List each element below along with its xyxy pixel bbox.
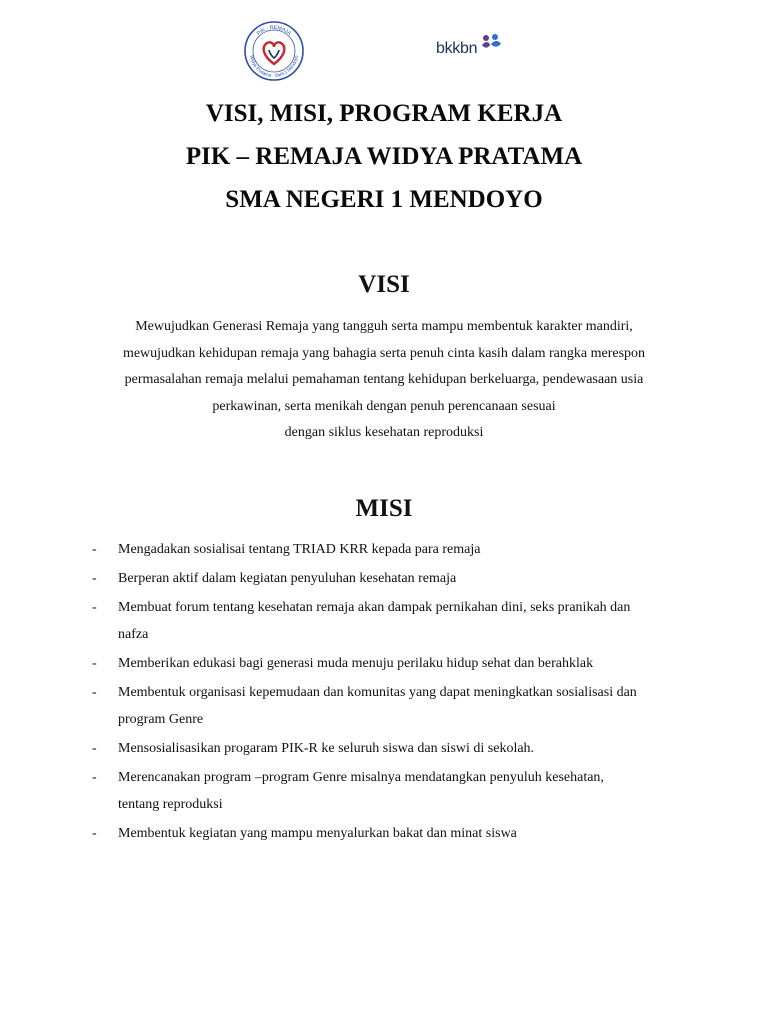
- misi-item: [92, 536, 692, 563]
- visi-line: mewujudkan kehidupan remaja yang bahagia serta penuh cinta kasih dalam rangka merespon: [122, 345, 646, 361]
- bkkbn-logo: [436, 34, 504, 64]
- misi-item: [92, 820, 692, 847]
- bkkbn-people-icon: [478, 33, 504, 55]
- misi-item: [92, 565, 692, 592]
- visi-line: perkawinan, serta menikah dengan penuh perencanaan sesuai: [212, 398, 556, 414]
- header-logos: [0, 0, 768, 90]
- bullet-dash: -: [92, 826, 97, 841]
- bullet-dash: -: [92, 656, 97, 671]
- misi-item-text: Membentuk organisasi kepemudaan dan komunitas yang dapat meningkatkan sosialisasi dan: [118, 685, 637, 700]
- misi-item-text: Mensosialisasikan progaram PIK-R ke seluruh siswa dan siswi di sekolah.: [118, 741, 535, 756]
- misi-item: [92, 735, 692, 762]
- visi-line: permasalahan remaja melalui pemahaman tentang kehidupan berkeluarga, pendewasaan usia: [124, 372, 644, 387]
- title-line-school: SMA NEGERI 1 MENDOYO: [225, 186, 543, 213]
- pik-remaja-logo: [243, 20, 305, 82]
- bullet-dash: -: [92, 741, 97, 756]
- misi-heading: MISI: [355, 495, 413, 522]
- misi-item: [92, 594, 692, 648]
- bullet-dash: -: [92, 770, 97, 785]
- misi-item-text-continued: program Genre: [118, 712, 204, 727]
- misi-item-text: Mengadakan sosialisai tentang TRIAD KRR kepada para remaja: [118, 542, 481, 557]
- document-title: [0, 92, 768, 221]
- bullet-dash: -: [92, 542, 97, 557]
- visi-paragraph: [80, 314, 688, 447]
- misi-list: [92, 536, 692, 849]
- misi-item-text-continued: tentang reproduksi: [118, 797, 223, 812]
- pik-logo-top-text: PIK · REMAJA: [255, 24, 293, 37]
- misi-item-text: Membentuk kegiatan yang mampu menyalurkan bakat dan minat siswa: [118, 826, 517, 841]
- misi-item: [92, 650, 692, 677]
- visi-line: Mewujudkan Generasi Remaja yang tangguh serta mampu membentuk karakter mandiri,: [135, 319, 633, 334]
- pik-remaja-emblem-icon: [243, 20, 305, 82]
- bullet-dash: -: [92, 600, 97, 615]
- visi-line: dengan siklus kesehatan reproduksi: [284, 425, 484, 440]
- misi-item-text-continued: nafza: [118, 627, 149, 642]
- misi-item: [92, 679, 692, 733]
- title-line-program: VISI, MISI, PROGRAM KERJA: [205, 100, 563, 127]
- bullet-dash: -: [92, 685, 97, 700]
- misi-item-text: Berperan aktif dalam kegiatan penyuluhan kesehatan remaja: [118, 571, 457, 586]
- misi-item-text: Merencanakan program –program Genre misalnya mendatangkan penyuluh kesehatan,: [118, 770, 604, 785]
- misi-item-text: Membuat forum tentang kesehatan remaja akan dampak pernikahan dini, seks pranikah dan: [118, 600, 631, 615]
- bkkbn-wordmark: bkkbn: [436, 40, 478, 57]
- visi-heading: VISI: [358, 271, 410, 298]
- misi-item-text: Memberikan edukasi bagi generasi muda menuju perilaku hidup sehat dan berahklak: [118, 656, 594, 671]
- bullet-dash: -: [92, 571, 97, 586]
- misi-item: [92, 764, 692, 818]
- pik-logo-bottom-text: Widya Pratama · SMA 1 Mendoyo: [249, 54, 299, 79]
- title-line-organization: PIK – REMAJA WIDYA PRATAMA: [185, 143, 583, 170]
